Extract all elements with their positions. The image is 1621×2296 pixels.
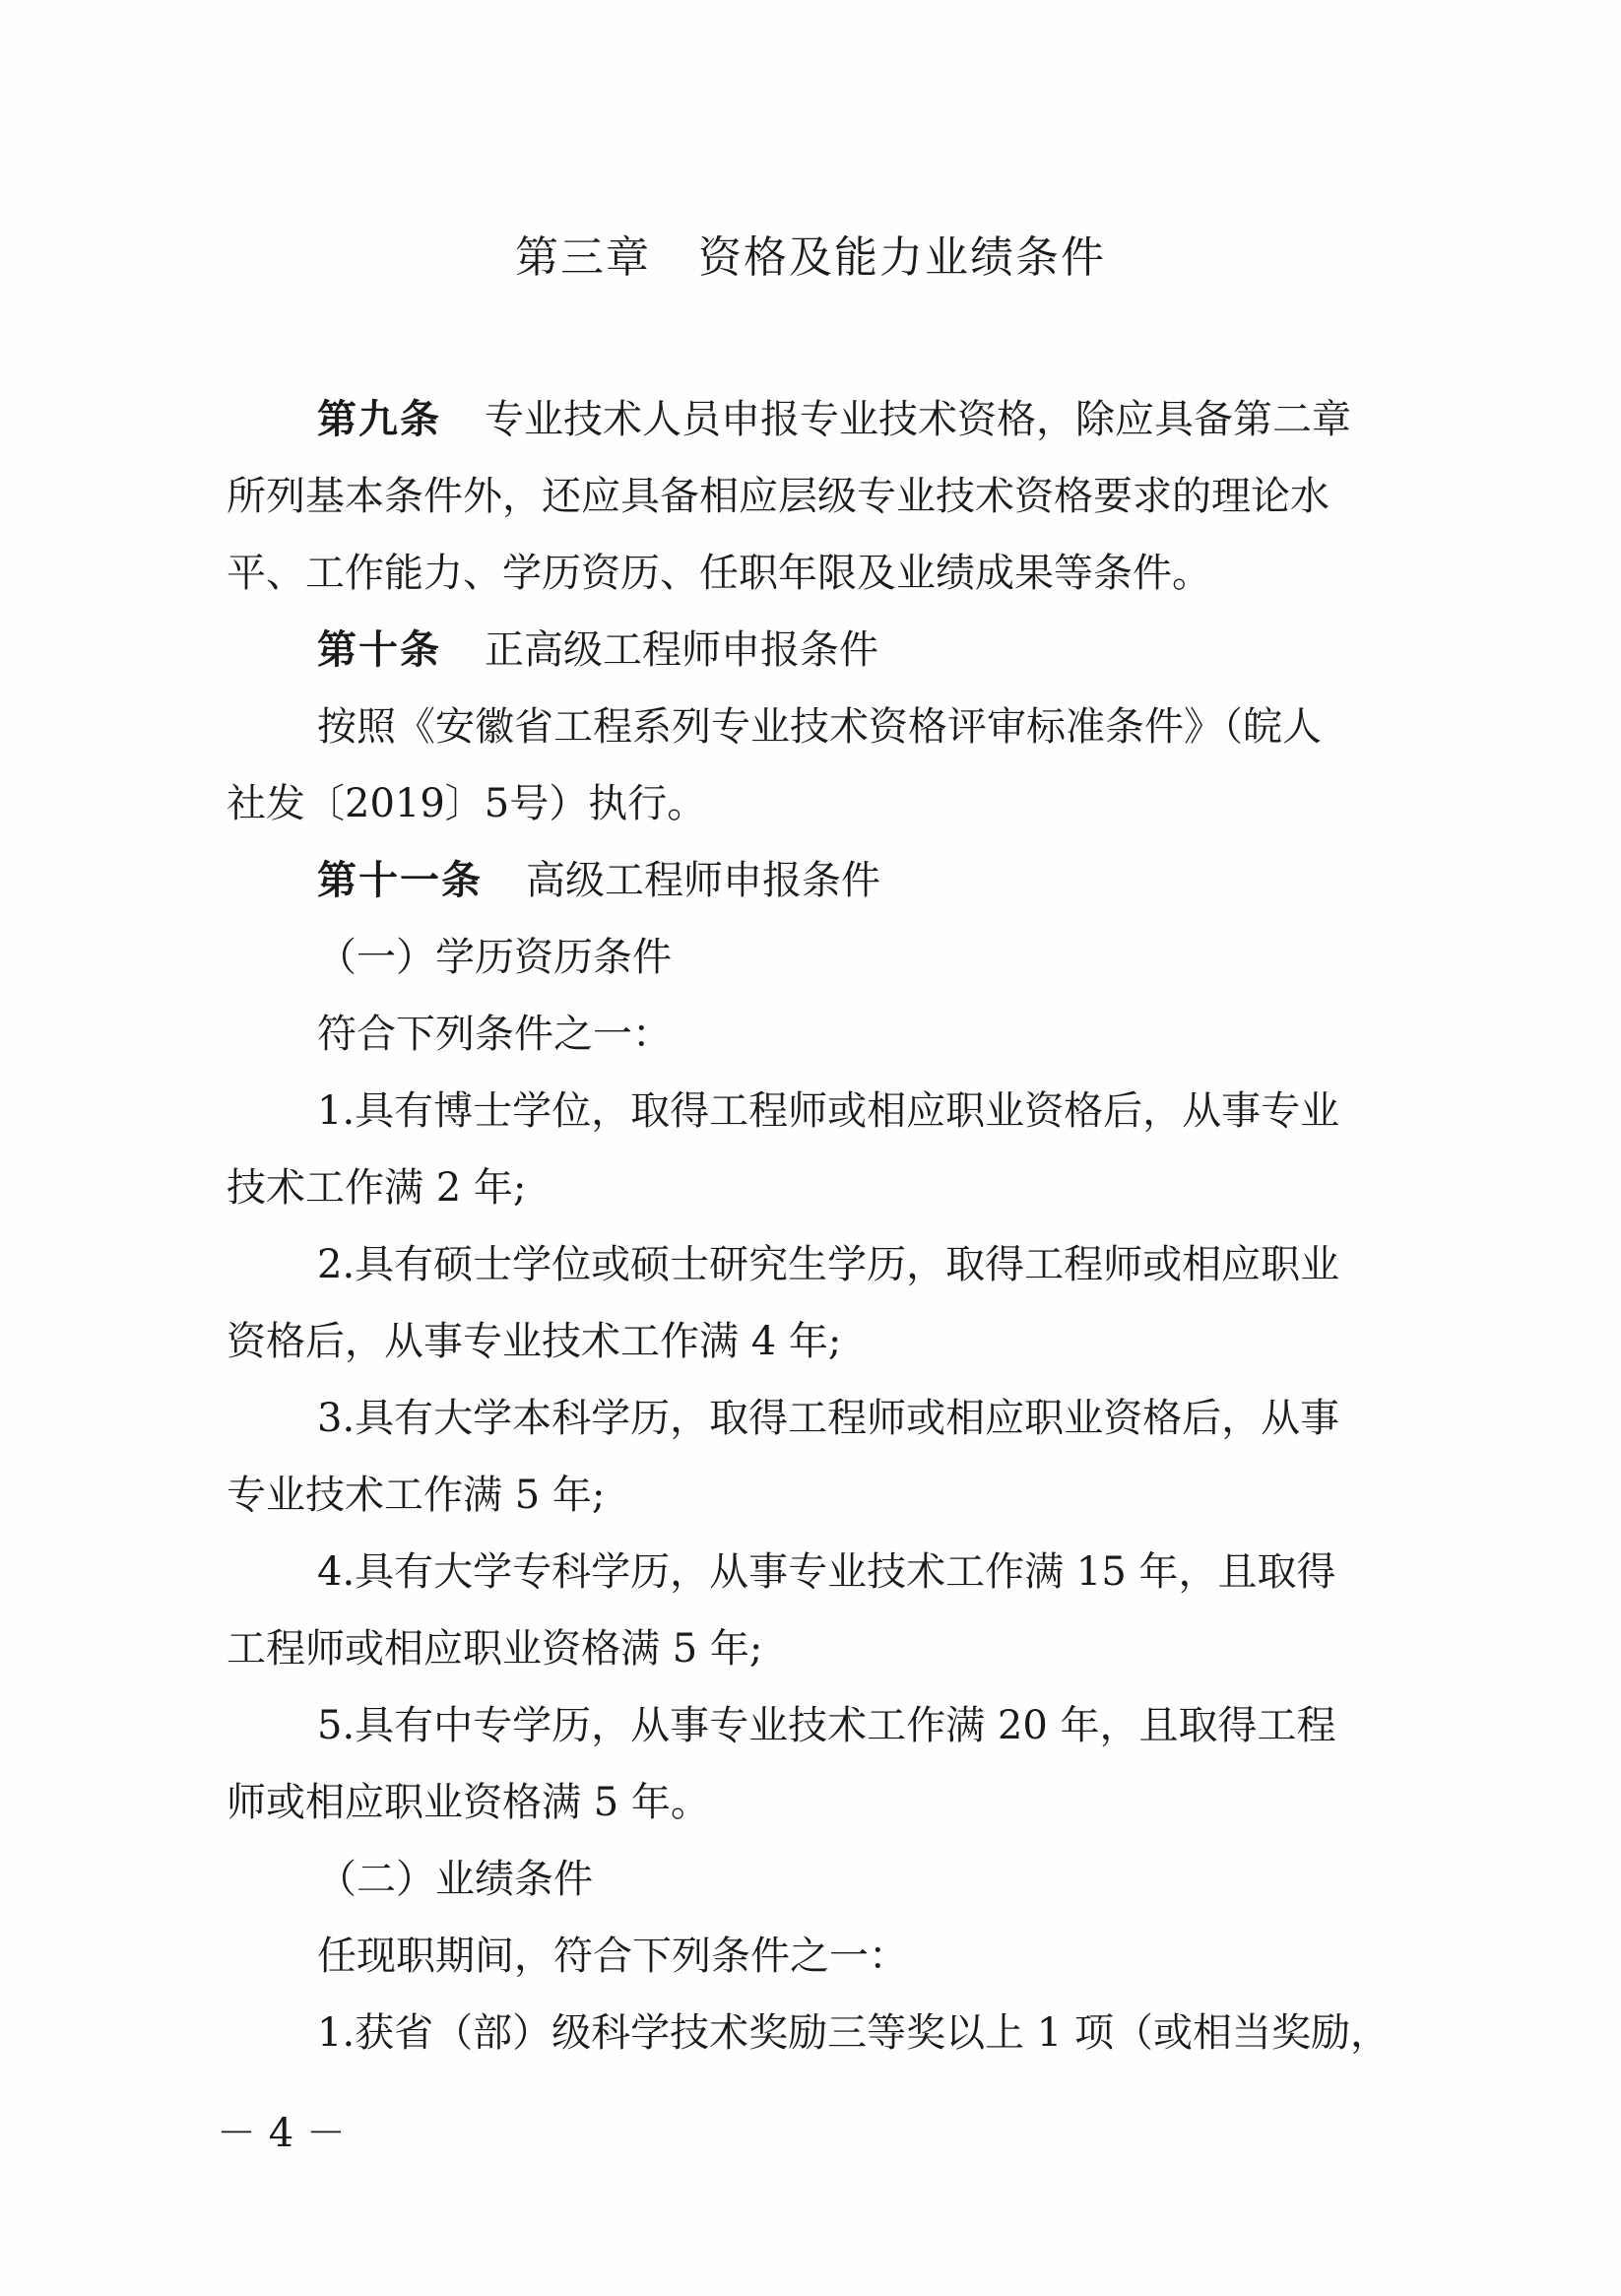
item-4-line-1: 4.具有大学专科学历，从事专业技术工作满 15 年，且取得 [317,1549,1336,1595]
item-3-line-2: 专业技术工作满 5 年; [227,1473,606,1518]
item-2-line-1: 2.具有硕士学位或硕士研究生学历，取得工程师或相应职业 [317,1242,1340,1287]
article-11-title: 第十一条 [317,858,483,903]
article-9-line-1 [317,392,1351,447]
section-2-heading: （二）业绩条件 [317,1857,593,1902]
article-11-line-1 [317,853,880,908]
article-10-line-2: 按照《安徽省工程系列专业技术资格评审标准条件》（皖人 [317,704,1322,750]
chapter-title: 资格及能力业绩条件 [698,232,1106,283]
article-9-text-1: 专业技术人员申报专业技术资格，除应具备第二章 [485,397,1351,442]
item-4-line-2: 工程师或相应职业资格满 5 年; [227,1626,763,1672]
item-1-line-1: 1.具有博士学位，取得工程师或相应职业资格后，从事专业 [317,1088,1340,1134]
section-1-heading: （一）学历资历条件 [317,935,672,980]
article-10-heading: 正高级工程师申报条件 [485,627,878,673]
page-number: － 4 － [217,2111,346,2156]
section-2-intro: 任现职期间，符合下列条件之一： [317,1934,908,1979]
article-10-line-3: 社发〔2019〕5号）执行。 [227,781,707,826]
item-5-line-1: 5.具有中专学历，从事专业技术工作满 20 年，且取得工程 [317,1703,1336,1748]
article-10-line-1 [317,623,878,678]
section-1-intro: 符合下列条件之一： [317,1012,672,1057]
article-9-line-2: 所列基本条件外，还应具备相应层级专业技术资格要求的理论水 [227,474,1329,519]
item-1-line-2: 技术工作满 2 年; [227,1165,527,1211]
article-10-title: 第十条 [317,627,441,673]
chapter-number: 第三章 [515,232,651,283]
item-2-line-2: 资格后，从事专业技术工作满 4 年; [227,1319,842,1364]
item-3-line-1: 3.具有大学本科学历，取得工程师或相应职业资格后，从事 [317,1396,1340,1441]
article-11-heading: 高级工程师申报条件 [526,858,880,903]
item-5-line-2: 师或相应职业资格满 5 年。 [227,1780,710,1825]
article-9-line-3: 平、工作能力、学历资历、任职年限及业绩成果等条件。 [227,551,1211,596]
chapter-heading [0,229,1621,288]
article-9-title: 第九条 [317,397,441,442]
performance-item-1-line-1: 1.获省（部）级科学技术奖励三等奖以上 1 项（或相当奖励， [317,2010,1391,2056]
